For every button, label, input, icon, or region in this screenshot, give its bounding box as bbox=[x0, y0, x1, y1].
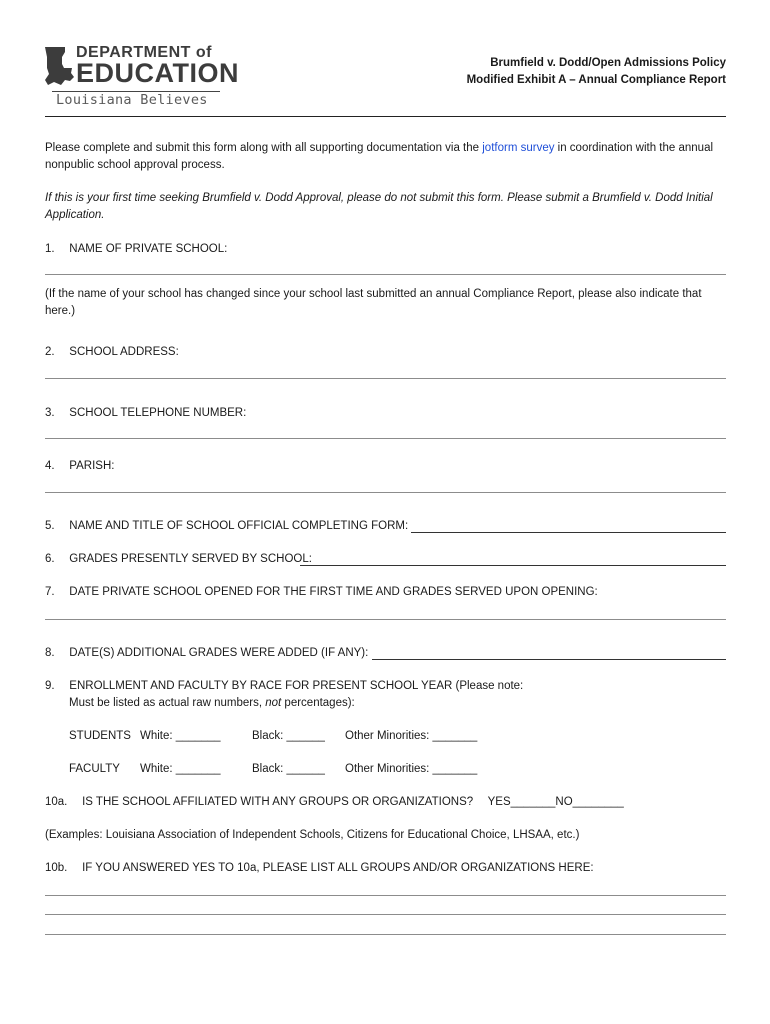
q8-answer-line[interactable] bbox=[372, 659, 726, 660]
jotform-survey-link[interactable]: jotform survey bbox=[482, 142, 555, 154]
faculty-other-field[interactable]: Other Minorities: _______ bbox=[345, 763, 478, 775]
logo-department-text: DEPARTMENT of bbox=[76, 44, 212, 61]
header-title-line-2: Modified Exhibit A – Annual Compliance Report bbox=[466, 74, 726, 86]
intro-text-after: in coordination with the annual nonpublic school approval process. bbox=[45, 142, 714, 171]
q5-answer-line[interactable] bbox=[411, 532, 726, 533]
q3-label: 3. SCHOOL TELEPHONE NUMBER: bbox=[45, 407, 247, 419]
students-label: STUDENTS bbox=[69, 730, 131, 742]
q1-label: 1. NAME OF PRIVATE SCHOOL: bbox=[45, 243, 228, 255]
q9-note-a: Must be listed as actual raw numbers, bbox=[69, 697, 266, 709]
students-black-field[interactable]: Black: ______ bbox=[252, 730, 325, 742]
faculty-white-field[interactable]: White: _______ bbox=[140, 763, 221, 775]
q10b-answer-line-3[interactable] bbox=[45, 934, 726, 935]
logo-education-text: EDUCATION bbox=[76, 58, 239, 88]
q4-answer-line[interactable] bbox=[45, 492, 726, 493]
first-time-note: If this is your first time seeking Brumfield v. Dodd Approval, please do not submit this form. Please submit a Brumfield v. Dodd Initial Application. bbox=[45, 192, 713, 221]
q10a-label[interactable]: 10a. IS THE SCHOOL AFFILIATED WITH ANY GROUPS OR ORGANIZATIONS? YES_______NO________ bbox=[45, 796, 624, 808]
q10b-answer-line-2[interactable] bbox=[45, 914, 726, 915]
faculty-black-field[interactable]: Black: ______ bbox=[252, 763, 325, 775]
q10b-label: 10b. IF YOU ANSWERED YES TO 10a, PLEASE LIST ALL GROUPS AND/OR ORGANIZATIONS HERE: bbox=[45, 862, 594, 874]
q2-label: 2. SCHOOL ADDRESS: bbox=[45, 346, 179, 358]
louisiana-state-icon bbox=[44, 46, 74, 88]
q2-answer-line[interactable] bbox=[45, 378, 726, 379]
logo-tagline: Louisiana Believes bbox=[56, 92, 208, 108]
q3-answer-line[interactable] bbox=[45, 438, 726, 439]
header-rule bbox=[45, 116, 726, 117]
q10a-examples: (Examples: Louisiana Association of Independent Schools, Citizens for Educational Choice, LHSAA, etc.) bbox=[45, 829, 580, 841]
q5-label: 5. NAME AND TITLE OF SCHOOL OFFICIAL COMPLETING FORM: bbox=[45, 520, 409, 532]
intro-text-before: Please complete and submit this form along with all supporting documentation via the bbox=[45, 142, 483, 154]
q8-label: 8. DATE(S) ADDITIONAL GRADES WERE ADDED (IF ANY): bbox=[45, 647, 369, 659]
q4-label: 4. PARISH: bbox=[45, 460, 115, 472]
q7-label: 7. DATE PRIVATE SCHOOL OPENED FOR THE FIRST TIME AND GRADES SERVED UPON OPENING: bbox=[45, 586, 598, 598]
q6-label: 6. GRADES PRESENTLY SERVED BY SCHOOL: bbox=[45, 553, 312, 565]
students-white-field[interactable]: White: _______ bbox=[140, 730, 221, 742]
q1-note: (If the name of your school has changed since your school last submitted an annual Compliance Report, please also indicate that here.) bbox=[45, 288, 702, 317]
q10b-answer-line-1[interactable] bbox=[45, 895, 726, 896]
q9-note-b: percentages): bbox=[281, 697, 355, 709]
intro-paragraph bbox=[45, 140, 725, 174]
ldoe-logo bbox=[44, 44, 239, 110]
q6-answer-line[interactable] bbox=[300, 565, 726, 566]
q1-answer-line[interactable] bbox=[45, 274, 726, 275]
q9-label: 9. ENROLLMENT AND FACULTY BY RACE FOR PRESENT SCHOOL YEAR (Please note: bbox=[45, 680, 524, 692]
students-other-field[interactable]: Other Minorities: _______ bbox=[345, 730, 478, 742]
faculty-label: FACULTY bbox=[69, 763, 120, 775]
q9-note bbox=[69, 695, 355, 712]
q7-answer-line[interactable] bbox=[45, 619, 726, 620]
header-title-line-1: Brumfield v. Dodd/Open Admissions Policy bbox=[490, 57, 726, 69]
q9-note-emphasis: not bbox=[265, 697, 282, 709]
